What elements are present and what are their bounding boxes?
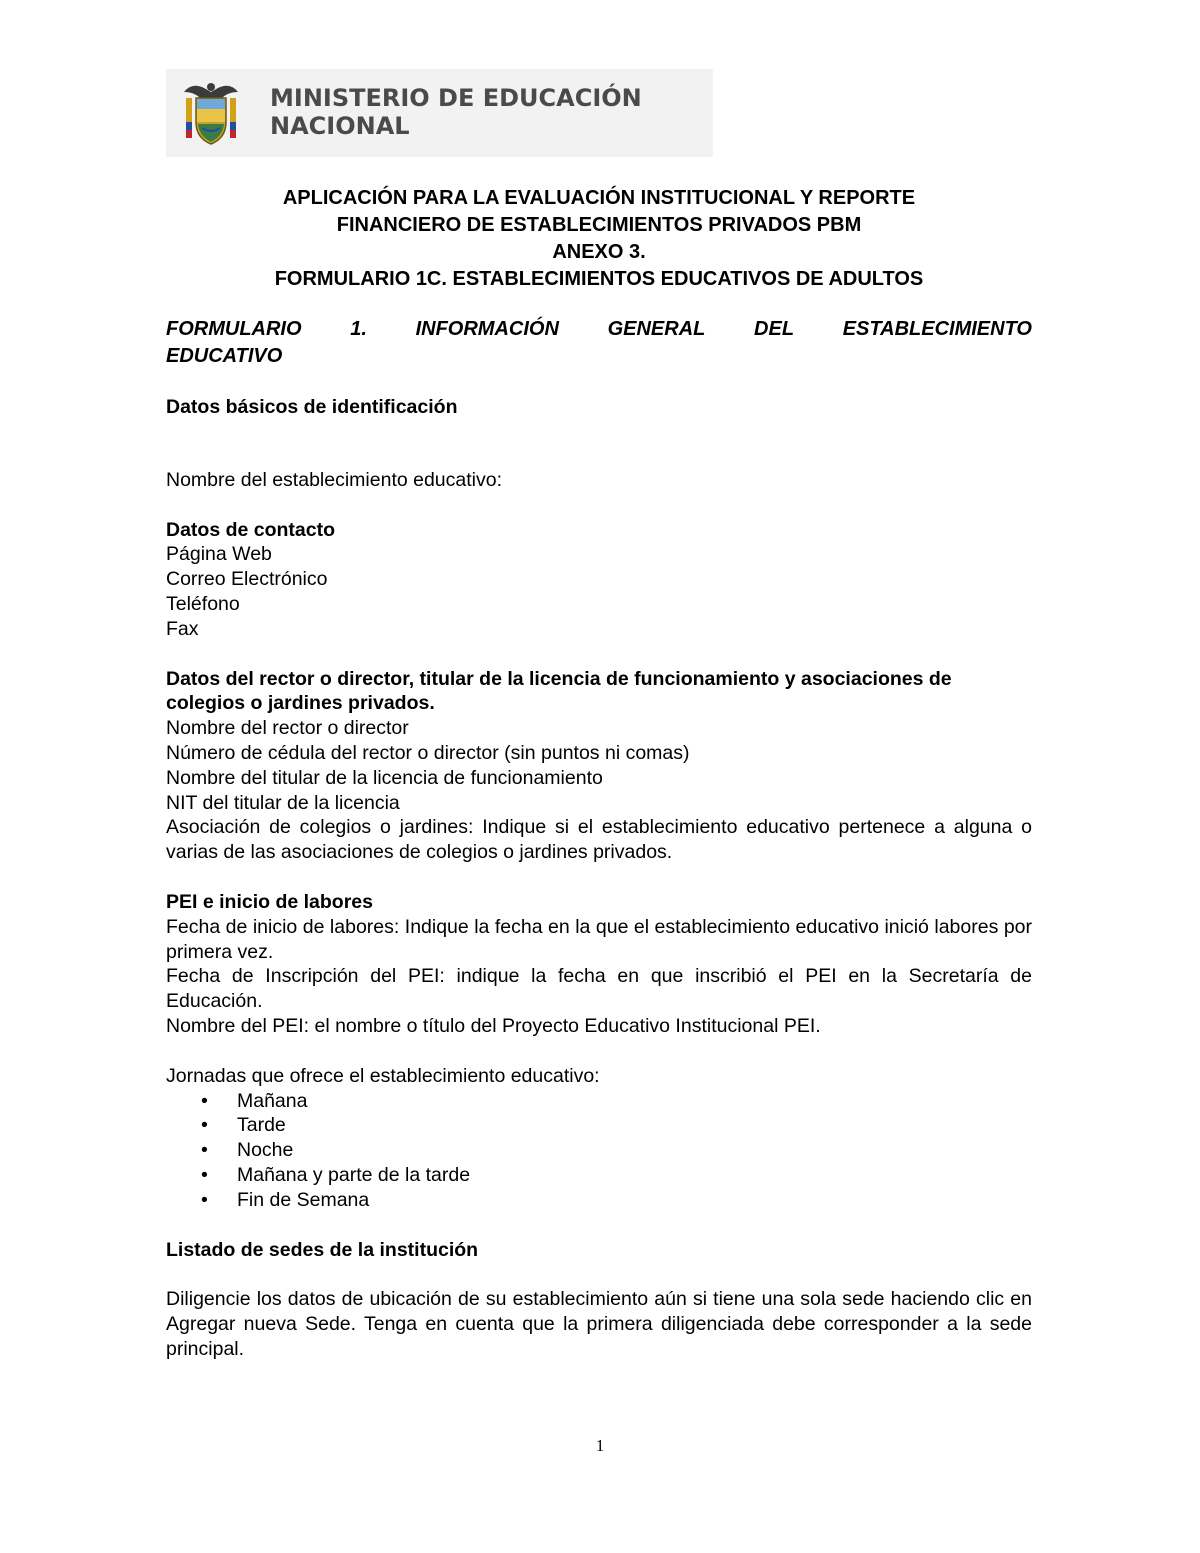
bullet-icon: • xyxy=(201,1163,208,1186)
contact-item: Teléfono xyxy=(166,592,240,615)
title-line-4: FORMULARIO 1C. ESTABLECIMIENTOS EDUCATIVOS DE ADULTOS xyxy=(274,268,924,290)
bullet-icon: • xyxy=(201,1089,208,1112)
section-heading-basic: Datos básicos de identificación xyxy=(166,396,458,418)
list-item xyxy=(166,1163,1032,1188)
section-heading-rector: Datos del rector o director, titular de la licencia de funcionamiento y asociaciones de colegios o jardines privados. xyxy=(166,667,952,715)
contact-item: Correo Electrónico xyxy=(166,568,328,591)
ministry-logo xyxy=(166,69,713,157)
pei-name-text: Nombre del PEI: el nombre o título del Proyecto Educativo Institucional PEI. xyxy=(166,1014,821,1037)
bullet-icon: • xyxy=(201,1139,208,1162)
list-item xyxy=(166,1188,1032,1213)
list-item-label: Fin de Semana xyxy=(237,1188,370,1211)
association-text: Asociación de colegios o jardines: Indique si el establecimiento educativo pertenece a alguna o varias de las asociaciones de colegios o jardines privados. xyxy=(166,816,1032,864)
list-item-label: Tarde xyxy=(237,1114,286,1137)
rector-item: NIT del titular de la licencia xyxy=(166,791,400,814)
ministry-line-1: MINISTERIO DE EDUCACIÓN xyxy=(270,84,642,112)
form-heading-word: GENERAL xyxy=(607,318,706,340)
form-heading-word: DEL xyxy=(754,318,795,340)
document-title xyxy=(166,185,1032,293)
contact-item: Fax xyxy=(166,617,199,640)
ministry-name xyxy=(270,84,642,140)
form-heading-word: INFORMACIÓN xyxy=(415,318,559,340)
colombia-coat-of-arms-icon xyxy=(180,78,242,148)
rector-item: Nombre del rector o director xyxy=(166,717,409,740)
list-item xyxy=(166,1138,1032,1163)
list-item-label: Mañana y parte de la tarde xyxy=(237,1163,471,1186)
form-heading-word: FORMULARIO xyxy=(166,318,302,340)
list-item xyxy=(166,1089,1032,1114)
contact-item: Página Web xyxy=(166,543,272,566)
list-item-label: Mañana xyxy=(237,1089,308,1112)
form-heading-line-1 xyxy=(166,316,1032,343)
jornadas-intro: Jornadas que ofrece el establecimiento educativo: xyxy=(166,1064,600,1087)
rector-item: Número de cédula del rector o director (sin puntos ni comas) xyxy=(166,741,690,764)
section-heading-pei: PEI e inicio de labores xyxy=(166,890,373,913)
title-line-3: ANEXO 3. xyxy=(552,241,646,263)
section-heading-sedes: Listado de sedes de la institución xyxy=(166,1238,479,1261)
list-item-label: Noche xyxy=(237,1139,294,1162)
pei-registration-text: Fecha de Inscripción del PEI: indique la fecha en que inscribió el PEI en la Secretaría de Educación. xyxy=(166,965,1032,1013)
jornadas-list xyxy=(166,1089,1032,1213)
form-heading-line-2: EDUCATIVO xyxy=(166,345,283,367)
form-heading xyxy=(166,316,1032,370)
sedes-text: Diligencie los datos de ubicación de su establecimiento aún si tiene una sola sede haciendo clic en Agregar nueva Sede. Tenga en cuenta que la primera diligenciada debe corresponder a la sede principal. xyxy=(166,1288,1032,1360)
establishment-name-label: Nombre del establecimiento educativo: xyxy=(166,468,503,491)
title-line-2: FINANCIERO DE ESTABLECIMIENTOS PRIVADOS PBM xyxy=(336,214,862,236)
section-heading-contact: Datos de contacto xyxy=(166,518,336,541)
bullet-icon: • xyxy=(201,1188,208,1211)
form-heading-word: ESTABLECIMIENTO xyxy=(842,318,1032,340)
bullet-icon: • xyxy=(201,1114,208,1137)
list-item xyxy=(166,1113,1032,1138)
title-line-1: APLICACIÓN PARA LA EVALUACIÓN INSTITUCIONAL Y REPORTE xyxy=(282,187,916,209)
page-number: 1 xyxy=(595,1436,605,1455)
ministry-line-2: NACIONAL xyxy=(270,112,410,140)
pei-start-date-text: Fecha de inicio de labores: Indique la fecha en la que el establecimiento educativo inició labores por primera vez. xyxy=(166,915,1032,963)
form-heading-word: 1. xyxy=(350,318,367,340)
rector-item: Nombre del titular de la licencia de funcionamiento xyxy=(166,766,603,789)
document-body xyxy=(166,316,1032,1362)
